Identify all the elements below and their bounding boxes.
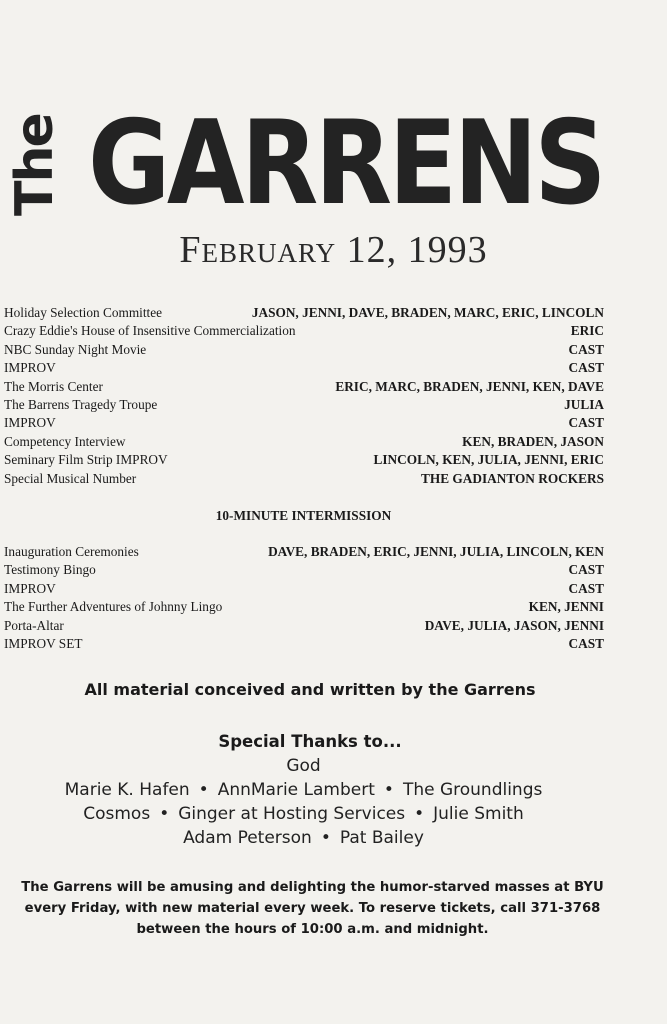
program-row	[4, 598, 604, 616]
thanks-line-2	[0, 804, 607, 824]
act-cast: LINCOLN, KEN, JULIA, JENNI, ERIC	[373, 452, 604, 468]
act-cast: CAST	[568, 360, 604, 376]
logo-main-text: GARRENS	[88, 96, 603, 220]
garrens-logo	[0, 70, 667, 220]
act-cast: DAVE, JULIA, JASON, JENNI	[424, 617, 604, 633]
program-row	[4, 378, 604, 396]
credit-line: All material conceived and written by the Garrens	[84, 680, 536, 699]
program-row	[4, 414, 604, 432]
act-title: Competency Interview	[4, 433, 126, 449]
thanks-name: AnnMarie Lambert	[217, 780, 375, 800]
bullet-separator: •	[159, 804, 170, 824]
thanks-title: Special Thanks to...	[218, 732, 402, 751]
show-date: February 12, 1993	[179, 229, 488, 271]
footer-note: The Garrens will be amusing and delighting the humor-starved masses at BYU every Friday, with new material every week. To reserve tickets, call 371-3768 between the hours of 10:00 a.m. and midnight.	[21, 880, 604, 937]
program-row	[4, 396, 604, 414]
bullet-separator: •	[383, 780, 394, 800]
program-row	[4, 635, 604, 653]
act-title: Porta-Altar	[4, 617, 64, 633]
act-title: IMPROV	[4, 580, 56, 596]
program-row	[4, 341, 604, 359]
intermission-label: 10-MINUTE INTERMISSION	[215, 508, 392, 523]
bullet-separator: •	[198, 780, 209, 800]
program-row	[4, 543, 604, 561]
thanks-name: Julie Smith	[433, 804, 524, 824]
program-part-1	[4, 304, 604, 488]
act-cast: KEN, BRADEN, JASON	[462, 433, 604, 449]
act-title: Inauguration Ceremonies	[4, 544, 139, 559]
program-row	[4, 470, 604, 488]
act-cast: JASON, JENNI, DAVE, BRADEN, MARC, ERIC, LINCOLN	[251, 305, 604, 320]
act-cast: ERIC	[570, 323, 604, 339]
act-title: The Barrens Tragedy Troupe	[4, 396, 158, 412]
program-row	[4, 561, 604, 579]
act-cast: DAVE, BRADEN, ERIC, JENNI, JULIA, LINCOLN, KEN	[268, 544, 604, 559]
act-title: The Further Adventures of Johnny Lingo	[4, 599, 223, 615]
bullet-separator: •	[414, 804, 425, 824]
program-row	[4, 304, 604, 322]
act-title: The Morris Center	[4, 378, 103, 394]
act-title: IMPROV	[4, 360, 56, 376]
act-title: Holiday Selection Committee	[4, 305, 163, 320]
act-cast: CAST	[568, 415, 604, 431]
thanks-name: Cosmos	[83, 804, 151, 824]
program-row	[4, 580, 604, 598]
act-cast: CAST	[568, 580, 604, 596]
act-title: Seminary Film Strip IMPROV	[4, 452, 168, 468]
program-row	[4, 433, 604, 451]
act-title: NBC Sunday Night Movie	[4, 341, 147, 357]
thanks-line-3	[0, 828, 607, 848]
act-cast: THE GADIANTON ROCKERS	[421, 470, 604, 486]
act-title: Special Musical Number	[4, 470, 137, 486]
act-cast: CAST	[568, 635, 604, 651]
logo-small-text: The	[5, 114, 65, 216]
act-title: IMPROV	[4, 415, 56, 431]
program-row	[4, 451, 604, 469]
act-cast: ERIC, MARC, BRADEN, JENNI, KEN, DAVE	[335, 378, 604, 394]
program-part-2	[4, 543, 604, 653]
act-title: Crazy Eddie's House of Insensitive Commercialization	[4, 323, 296, 339]
act-title: Testimony Bingo	[4, 562, 96, 578]
act-cast: CAST	[568, 341, 604, 357]
program-row	[4, 617, 604, 635]
thanks-name: Ginger at Hosting Services	[178, 804, 406, 824]
thanks-name: Marie K. Hafen	[64, 780, 190, 800]
act-cast: KEN, JENNI	[528, 599, 604, 615]
bullet-separator: •	[320, 828, 331, 848]
thanks-name: Adam Peterson	[183, 828, 312, 848]
act-title: IMPROV SET	[4, 635, 83, 651]
program-row	[4, 322, 604, 340]
program-row	[4, 359, 604, 377]
act-cast: CAST	[568, 562, 604, 578]
thanks-line-1	[0, 780, 607, 800]
thanks-name: The Groundlings	[402, 780, 543, 800]
act-cast: JULIA	[564, 396, 604, 412]
thanks-god: God	[286, 756, 321, 776]
thanks-name: Pat Bailey	[339, 828, 424, 848]
